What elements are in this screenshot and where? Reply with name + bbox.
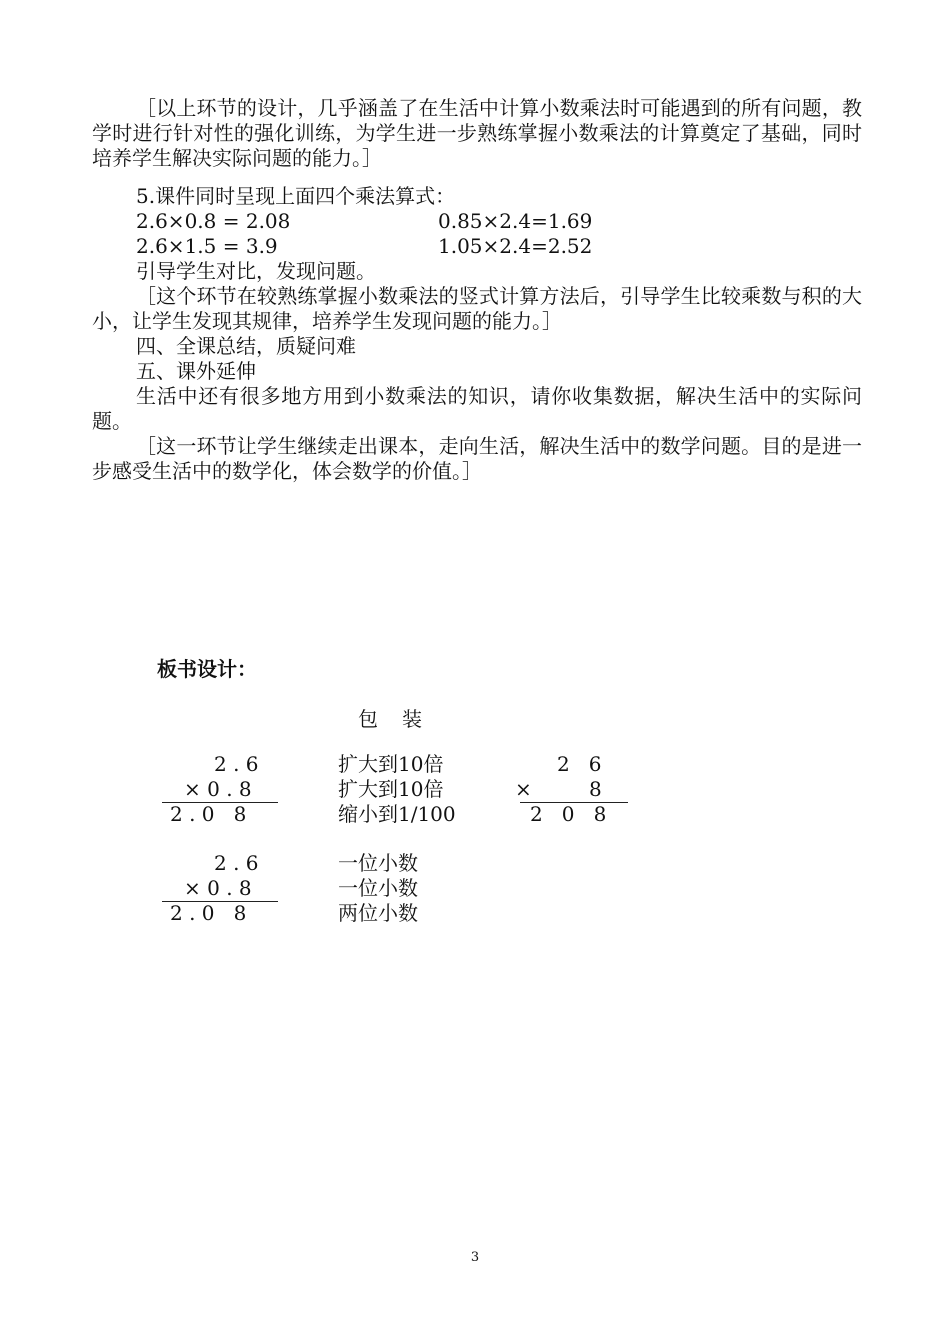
equation-1: 2.6×0.8 = 2.08 (136, 209, 291, 233)
equation-2: 0.85×2.4=1.69 (438, 209, 593, 233)
paragraph-extension: 生活中还有很多地方用到小数乘法的知识，请你收集数据，解决生活中的实际问题。 (92, 384, 862, 433)
paragraph-guide-compare: 引导学生对比，发现问题。 (136, 259, 376, 283)
calc2-note-2: 一位小数 (338, 876, 418, 900)
paragraph-design-note-1: ［以上环节的设计，几乎涵盖了在生活中计算小数乘法时可能遇到的所有问题，教学时进行针对性的强化训练，为学生进一步熟练掌握小数乘法的计算奠定了基础，同时培养学生解决实际问题的能力。］ (92, 96, 862, 170)
paragraph-design-note-3: ［这一环节让学生继续走出课本，走向生活，解决生活中的数学问题。目的是进一步感受生活中的数学化，体会数学的价值。］ (92, 434, 862, 483)
calc1-note-2: 扩大到10倍 (338, 777, 444, 801)
paragraph-step-5: 5.课件同时呈现上面四个乘法算式： (136, 184, 456, 208)
board-design-heading: 板书设计： (157, 657, 257, 681)
calc2-note-3: 两位小数 (338, 901, 418, 925)
paragraph-design-note-2: ［这个环节在较熟练掌握小数乘法的竖式计算方法后，引导学生比较乘数与积的大小，让学生发现其规律，培养学生发现问题的能力。］ (92, 284, 862, 333)
calc2-multiplicand: 2 . 6 (214, 851, 259, 875)
board-title: 包 装 (358, 707, 424, 731)
section-extension-heading: 五、课外延伸 (136, 359, 256, 383)
calc1-note-3: 缩小到1/100 (338, 802, 456, 826)
calc1-integer-product: 2 0 8 (530, 802, 607, 826)
calc1-multiplicand: 2 . 6 (214, 752, 259, 776)
equation-3: 2.6×1.5 = 3.9 (136, 234, 278, 258)
section-summary-heading: 四、全课总结，质疑问难 (136, 334, 356, 358)
calc2-product: 2 . 0 8 (170, 901, 247, 925)
calc2-note-1: 一位小数 (338, 851, 418, 875)
page-number: 3 (470, 1250, 480, 1265)
calc2-multiplier: × 0 . 8 (184, 876, 252, 900)
calc1-multiplier: × 0 . 8 (184, 777, 252, 801)
equation-4: 1.05×2.4=2.52 (438, 234, 593, 258)
calc1-product: 2 . 0 8 (170, 802, 247, 826)
calc1-integer-multiplicand: 2 6 (557, 752, 602, 776)
calc1-note-1: 扩大到10倍 (338, 752, 444, 776)
calc1-integer-multiplier: × 8 (515, 777, 602, 801)
